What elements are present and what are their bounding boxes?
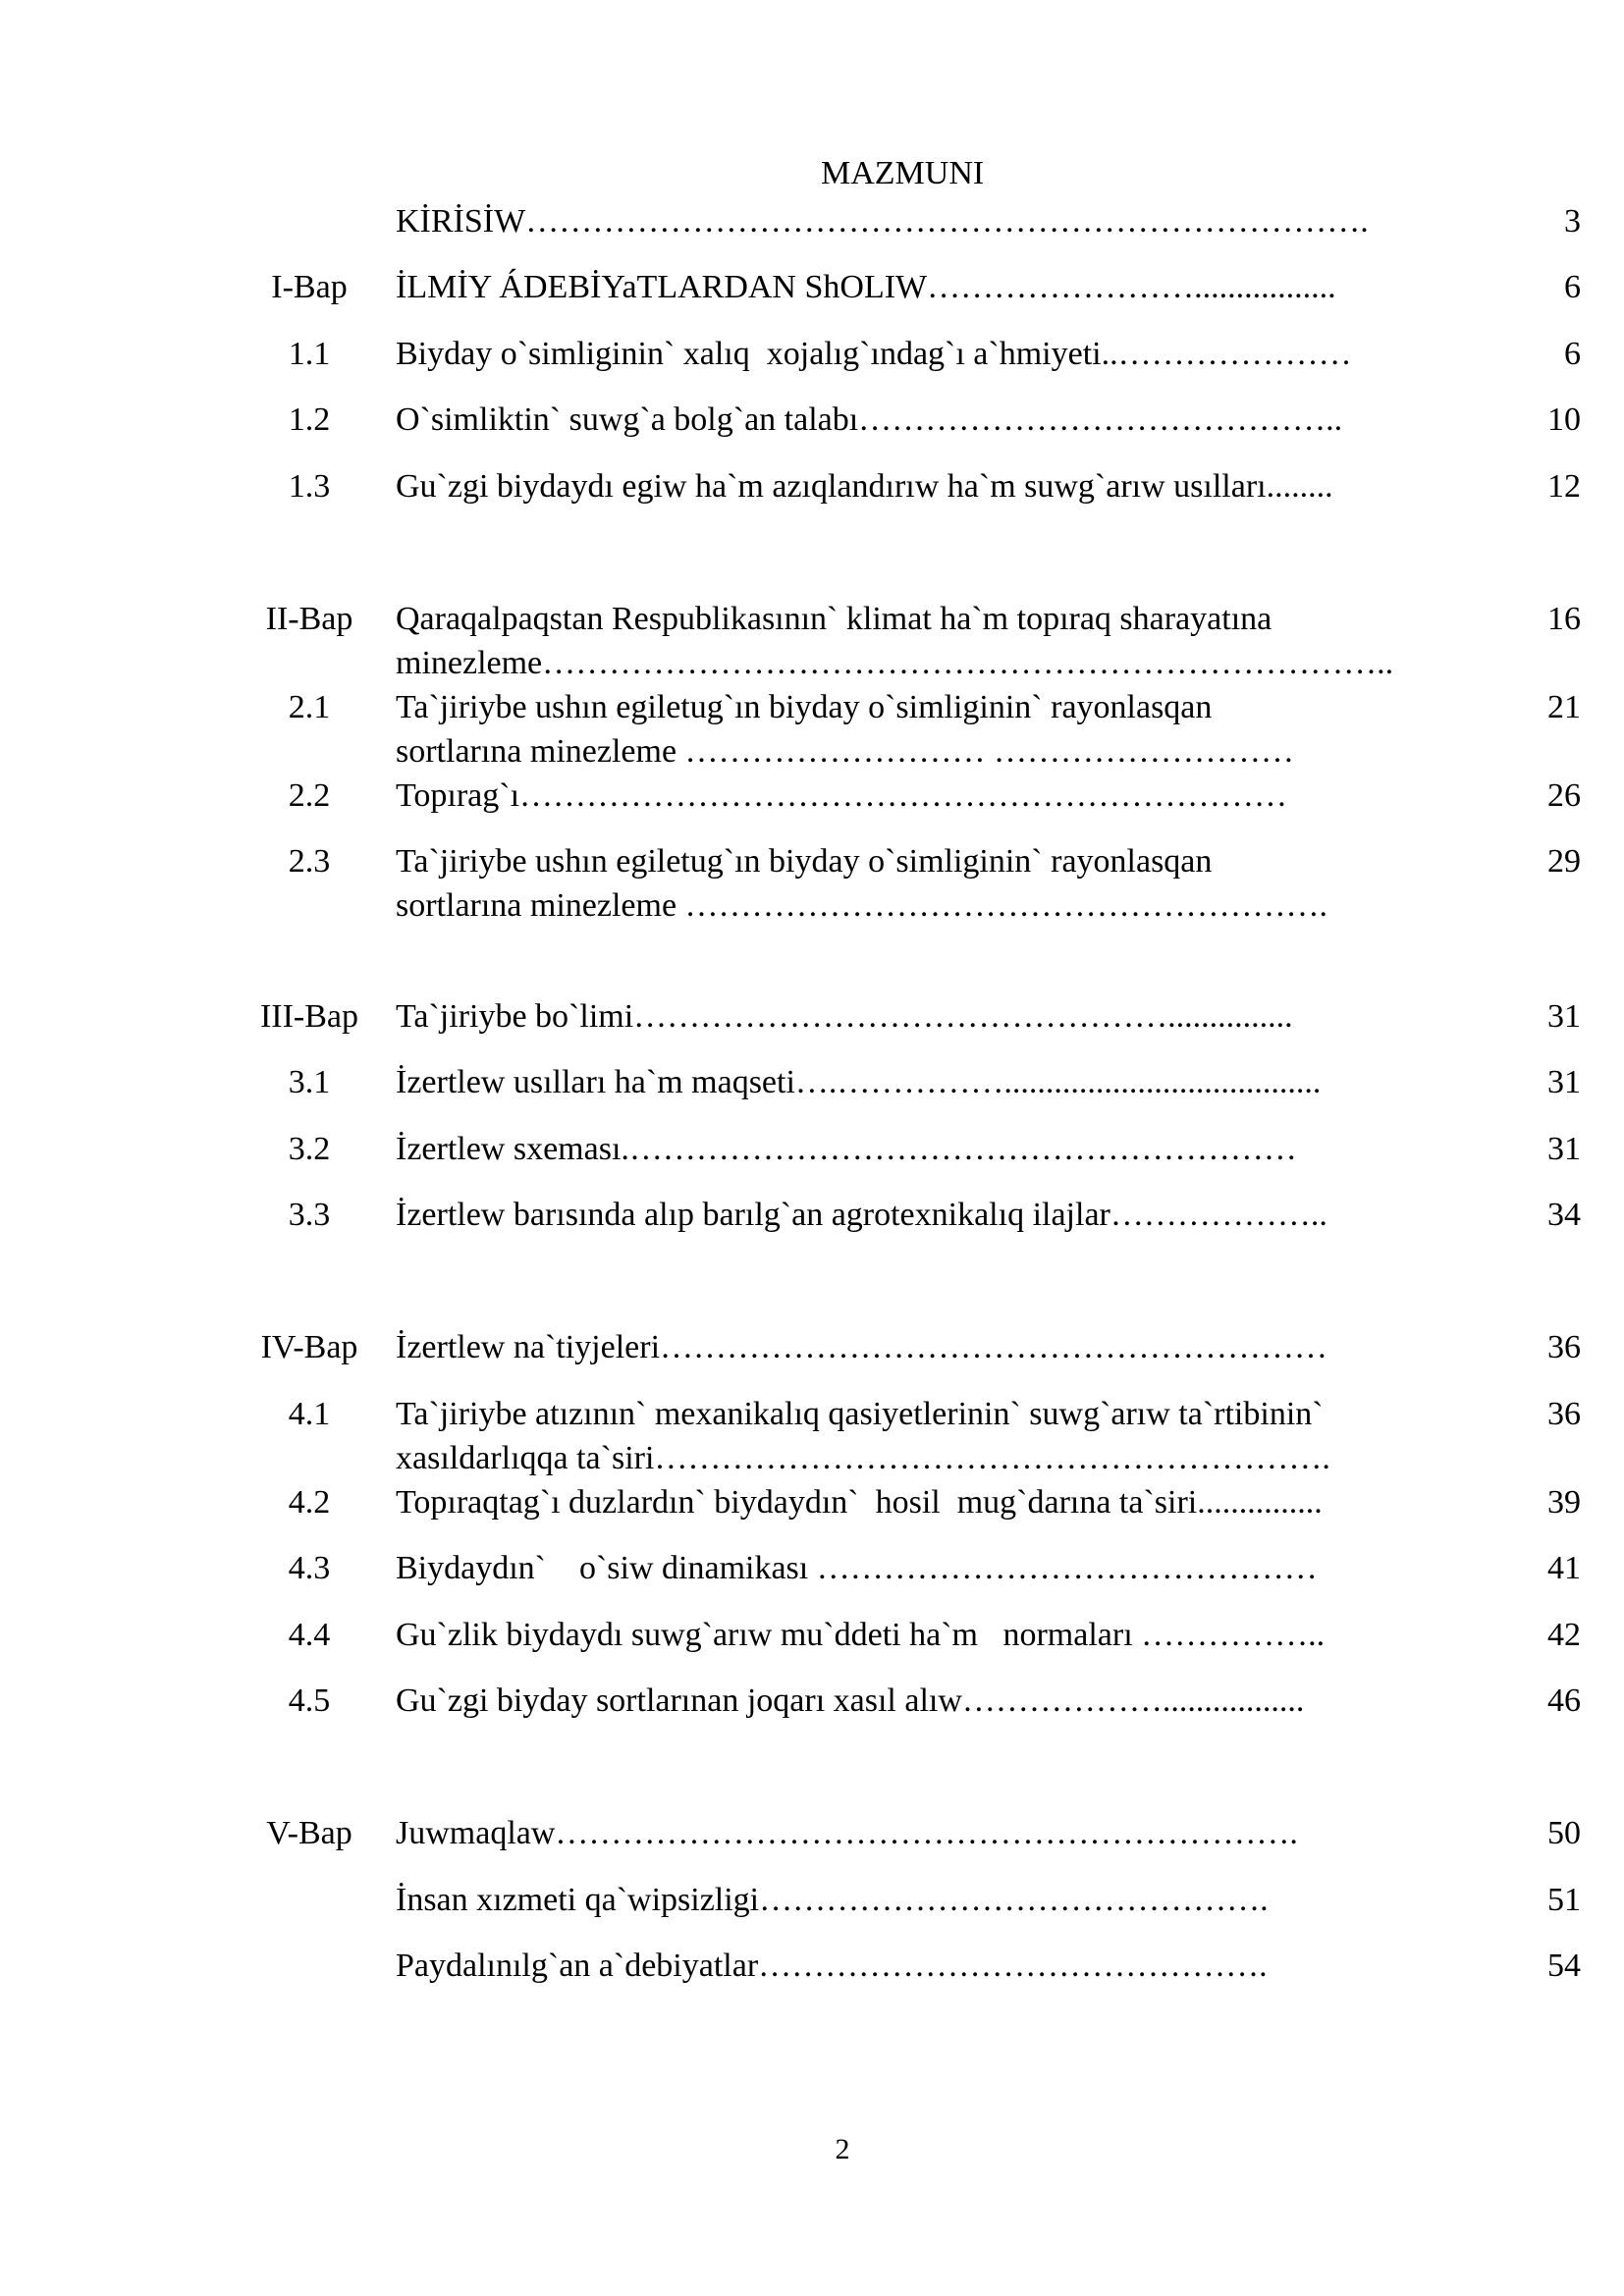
toc-entry-title: Juwmaqlaw…………………………………………………………. xyxy=(396,1815,1298,1851)
toc-entry-title: İzertlew sxeması.…………………………………………………… xyxy=(396,1131,1297,1167)
toc-entry-title: Gu`zgi biyday sortlarınan joqarı xasıl alıw………………................. xyxy=(396,1682,1305,1719)
toc-entry-page: 10 xyxy=(1547,401,1581,438)
toc-entry-title: Gu`zgi biydaydı egiw ha`m azıqlandırıw ha`m suwg`arıw usılları........ xyxy=(396,468,1333,505)
toc-entry-page: 34 xyxy=(1547,1197,1581,1233)
toc-entry-title: Qaraqalpaqstan Respublikasının` klimat ha`m topıraq sharayatına minezleme………………………………………………………………….. xyxy=(396,601,1394,681)
toc-entry-page: 46 xyxy=(1547,1682,1581,1719)
toc-entry-page: 31 xyxy=(1547,1064,1581,1100)
toc-entry-title: Biyday o`simliginin` xalıq xojalıg`ındag`ı a`hmiyeti..………………… xyxy=(396,336,1352,372)
toc-entry-title: Paydalınılg`an a`debiyatlar………………………………………. xyxy=(396,1948,1268,1984)
toc-entry-number: 1.3 xyxy=(288,468,331,505)
toc-entry-number: II-Bap xyxy=(265,601,353,637)
toc-entry-page: 41 xyxy=(1547,1550,1581,1586)
toc-entry-title: Gu`zlik biydaydı suwg`arıw mu`ddeti ha`m normaları …………….. xyxy=(396,1617,1326,1653)
toc-entry-title: İnsan xızmeti qa`wipsizligi………………………………………. xyxy=(396,1882,1269,1918)
toc-entry-page: 6 xyxy=(1564,336,1581,372)
toc-entry-page: 42 xyxy=(1547,1617,1581,1653)
toc-entry-number: 3.3 xyxy=(288,1197,331,1233)
toc-entry-number: 1.1 xyxy=(288,336,331,372)
page-number: 2 xyxy=(835,2133,850,2165)
toc-entry-page: 16 xyxy=(1547,601,1581,637)
toc-entry-title: İLMİY ÁDEBİYaTLARDAN ShOLIW……………………................. xyxy=(396,269,1336,305)
toc-entry-number: IV-Bap xyxy=(260,1329,358,1365)
toc-entry-number: 4.5 xyxy=(288,1682,331,1719)
toc-entry-title: İzertlew usılları ha`m maqseti….……………...................................... xyxy=(396,1064,1322,1100)
toc-entry-title: Ta`jiriybe bo`limi…………………………………………............... xyxy=(396,998,1293,1035)
toc-entry-number: 1.2 xyxy=(288,401,331,438)
toc-entry-page: 3 xyxy=(1564,203,1581,240)
toc-entry-page: 29 xyxy=(1547,843,1581,880)
toc-entry-number: 2.1 xyxy=(288,689,331,725)
toc-entry-title: Biydaydın` o`siw dinamikası ……………………………………… xyxy=(396,1550,1318,1586)
toc-entry-title: KİRİSİW…………………………………………………………………. xyxy=(396,203,1369,240)
toc-entry-title: Topıraqtag`ı duzlardın` biydaydın` hosil mug`darına ta`siri............... xyxy=(396,1484,1323,1521)
toc-entry-title: O`simliktin` suwg`a bolg`an talabı…………………………………….. xyxy=(396,401,1343,438)
toc-entry-page: 51 xyxy=(1547,1882,1581,1918)
toc-entry-title: Topırag`ı…………………………………………………………… xyxy=(396,777,1288,814)
toc-entry-page: 50 xyxy=(1547,1815,1581,1851)
toc-entry-title: Ta`jiriybe ushın egiletug`ın biyday o`simliginin` rayonlasqan sortlarına minezleme ……………………… ……………………… xyxy=(396,689,1295,770)
toc-entry-number: 3.2 xyxy=(288,1131,331,1167)
toc-entry-title: Ta`jiriybe atızının` mexanikalıq qasiyetlerinin` suwg`arıw ta`rtibinin` xasıldarlıqqa ta`siri……………………………………………………. xyxy=(396,1396,1330,1476)
toc-entry-number: 3.1 xyxy=(288,1064,331,1100)
toc-entry-number: 4.4 xyxy=(288,1617,331,1653)
toc-entry-page: 31 xyxy=(1547,998,1581,1035)
toc-entry-title: İzertlew barısında alıp barılg`an agrotexnikalıq ilajlar……………….. xyxy=(396,1197,1327,1233)
toc-entry-number: III-Bap xyxy=(259,998,359,1035)
toc-entry-page: 54 xyxy=(1547,1948,1581,1984)
toc-entry-page: 36 xyxy=(1547,1396,1581,1432)
toc-entry-number: I-Bap xyxy=(271,269,348,305)
toc-title: MAZMUNI xyxy=(821,155,985,191)
toc-entry-number: 2.3 xyxy=(288,843,331,880)
toc-entry-number: 2.2 xyxy=(288,777,331,814)
toc-entry-number: 4.3 xyxy=(288,1550,331,1586)
toc-entry-page: 26 xyxy=(1547,777,1581,814)
toc-entry-page: 31 xyxy=(1547,1131,1581,1167)
toc-entry-page: 21 xyxy=(1547,689,1581,725)
toc-entry-number: V-Bap xyxy=(266,1815,352,1851)
toc-entry-page: 6 xyxy=(1564,269,1581,305)
toc-entry-page: 36 xyxy=(1547,1329,1581,1365)
toc-entry-number: 4.2 xyxy=(288,1484,331,1521)
toc-entry-page: 12 xyxy=(1547,468,1581,505)
toc-entry-page: 39 xyxy=(1547,1484,1581,1521)
toc-entry-title: Ta`jiriybe ushın egiletug`ın biyday o`simliginin` rayonlasqan sortlarına minezleme …………………………………………………. xyxy=(396,843,1328,924)
toc-entry-title: İzertlew na`tiyjeleri…………………………………………………… xyxy=(396,1329,1328,1365)
toc-entry-number: 4.1 xyxy=(288,1396,331,1432)
